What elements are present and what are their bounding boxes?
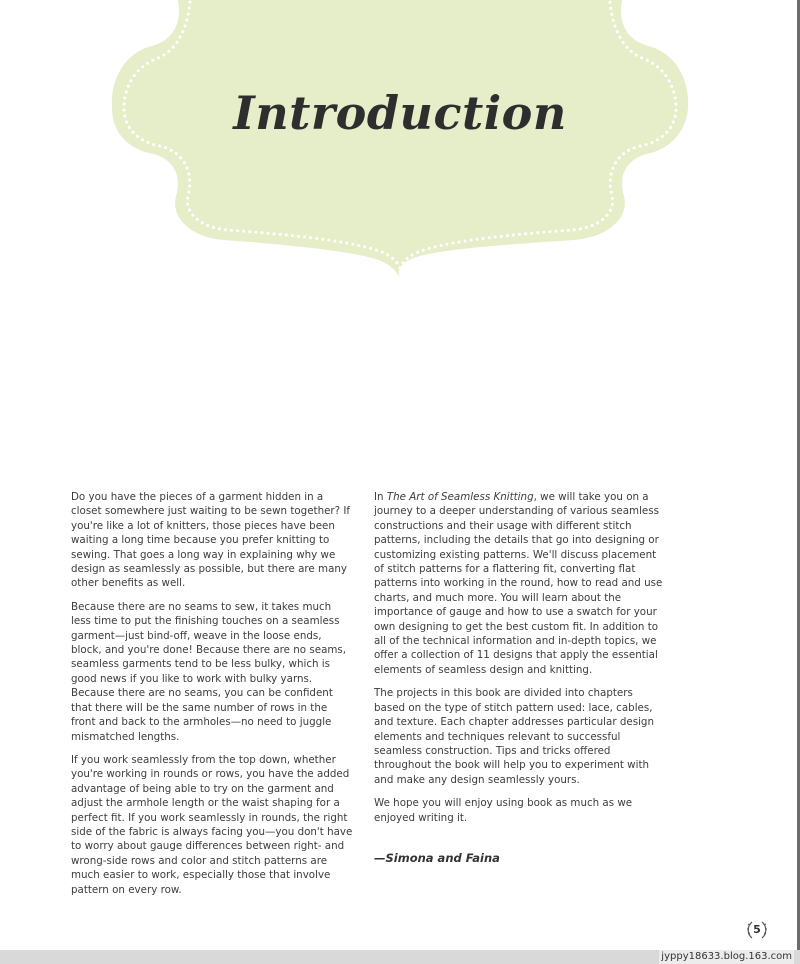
watermark: jyppy18633.blog.163.com: [661, 951, 792, 962]
left-paragraph-3: If you work seamlessly from the top down, whether you're working in rounds or rows, you have the added advantage of being able to try on the garment and adjust the armhole length or the waist shaping for a perfect fit. If you work seamlessly in rounds, the right side of the fabric is always facing you—you don't have to worry about gauge differences between right- and wrong-side rows and color and stitch patterns are much easier to work, especially those that involve pattern on every row.: [71, 753, 353, 896]
left-column: [71, 490, 353, 906]
right-paragraph-1: [374, 490, 664, 677]
right-paragraph-1-prefix: In: [374, 491, 387, 503]
title-banner: [0, 0, 800, 290]
left-paragraph-1: Do you have the pieces of a garment hidden in a closet somewhere just waiting to be sewn together? If you're like a lot of knitters, those pieces have been waiting a long time because you prefer knitting to sewing. That goes a long way in explaining why we design as seamlessly as possible, but there are many other benefits as well.: [71, 491, 351, 590]
book-title: The Art of Seamless Knitting: [386, 491, 534, 503]
signature: —Simona and Faina: [374, 850, 500, 865]
right-paragraph-2: The projects in this book are divided into chapters based on the type of stitch pattern used: lace, cables, and texture. Each chapter addresses particular design elements and techniques relevant to successful seamless construction. Tips and tricks offered throughout the book will help you to experiment with and make any design seamlessly yours.: [374, 687, 654, 786]
right-paragraph-3: We hope you will enjoy using book as much as we enjoyed writing it.: [374, 797, 633, 824]
page-number-badge: [746, 919, 768, 941]
page-number: 5: [753, 923, 761, 936]
left-paragraph-2: Because there are no seams to sew, it takes much less time to put the finishing touches on a seamless garment—just bind-off, weave in the loose ends, block, and you're done! Because there are no seams, seamless garments tend to be less bulky, which is good news if you like to work with bulky yarns. Because there are no seams, you can be confident that there will be the same number of rows in the front and back to the armholes—no need to juggle mismatched lengths.: [71, 600, 347, 743]
right-paragraph-1-body: , we will take you on a journey to a deeper understanding of various seamless constructions and their usage with different stitch patterns, including the details that go into designing or customizing existing patterns. We'll discuss placement of stitch patterns for a flattering fit, converting flat patterns into working in the round, how to read and use charts, and much more. You will learn about the importance of gauge and how to use a swatch for your own designing to get the best custom fit. In addition to all of the technical information and in-depth topics, we offer a collection of 11 designs that apply the essential elements of seamless design and knitting.: [374, 491, 663, 676]
page-title: Introduction: [233, 86, 567, 140]
right-column: [374, 490, 664, 874]
